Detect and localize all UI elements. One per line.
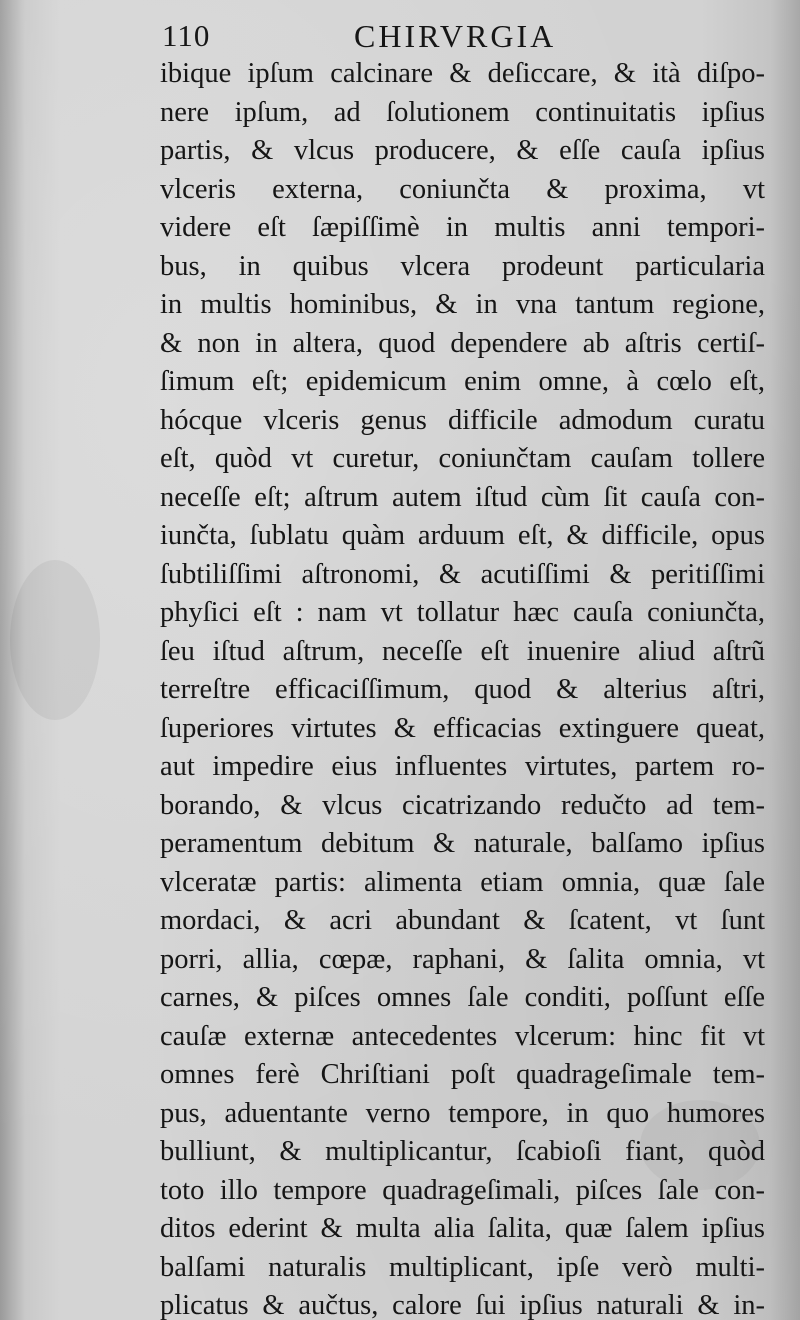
text-line: aut impedire eius influentes virtutes, partem ro- <box>160 751 765 782</box>
text-line: iunčta, ſublatu quàm arduum eſt, & difficile, opus <box>160 520 765 551</box>
text-line: phyſici eſt : nam vt tollatur hæc cauſa coniunčta, <box>160 597 765 628</box>
text-line: videre eſt ſæpiſſimè in multis anni tempori- <box>160 212 765 243</box>
text-line: ſuperiores virtutes & efficacias extinguere queat, <box>160 712 765 744</box>
text-line: neceſſe eſt; aſtrum autem iſtud cùm ſit cauſa con- <box>160 481 765 513</box>
text-line: plicatus & aučtus, calore ſui ipſius naturali & in- <box>160 1290 765 1320</box>
text-line: nere ipſum, ad ſolutionem continuitatis ipſius <box>160 96 765 128</box>
text-line: vlceris externa, coniunčta & proxima, vt <box>160 173 765 205</box>
text-line: ditos ederint & multa alia ſalita, quæ ſalem ipſius <box>160 1213 765 1244</box>
text-line: partis, & vlcus producere, & eſſe cauſa ipſius <box>160 135 765 166</box>
paper-stain <box>10 560 100 720</box>
text-line: ſubtiliſſimi aſtronomi, & acutiſſimi & peritiſſimi <box>160 558 765 590</box>
text-line: bus, in quibus vlcera prodeunt particularia <box>160 250 765 282</box>
text-line: peramentum debitum & naturale, balſamo ipſius <box>160 828 765 859</box>
text-line: in multis hominibus, & in vna tantum regione, <box>160 289 765 320</box>
text-line: toto illo tempore quadrageſimali, piſces ſale con- <box>160 1174 765 1206</box>
text-line: eſt, quòd vt curetur, coniunčtam cauſam tollere <box>160 443 765 474</box>
text-line: & non in altera, quod dependere ab aſtris certiſ- <box>160 327 765 359</box>
body-text <box>160 55 765 1320</box>
text-line: omnes ferè Chriſtiani poſt quadrageſimale tem- <box>160 1059 765 1090</box>
text-line: mordaci, & acri abundant & ſcatent, vt ſunt <box>160 905 765 936</box>
text-line: borando, & vlcus cicatrizando redučto ad tem- <box>160 789 765 821</box>
text-line: balſami naturalis multiplicant, ipſe verò multi- <box>160 1251 765 1283</box>
text-line: ibique ipſum calcinare & deſiccare, & ità diſpo- <box>160 58 765 89</box>
text-line: ſimum eſt; epidemicum enim omne, à cœlo eſt, <box>160 366 765 397</box>
text-line: pus, aduentante verno tempore, in quo humores <box>160 1097 765 1129</box>
text-line: bulliunt, & multiplicantur, ſcabioſi fiant, quòd <box>160 1136 765 1167</box>
text-line: terreſtre efficaciſſimum, quod & alterius aſtri, <box>160 674 765 705</box>
text-line: porri, allia, cœpæ, raphani, & ſalita omnia, vt <box>160 943 765 975</box>
text-line: carnes, & piſces omnes ſale conditi, poſſunt eſſe <box>160 982 765 1013</box>
page-header <box>162 14 762 58</box>
page-number: 110 <box>162 18 211 53</box>
text-line: hócque vlceris genus difficile admodum curatu <box>160 404 765 436</box>
text-line: ſeu iſtud aſtrum, neceſſe eſt inuenire aliud aſtrũ <box>160 635 765 667</box>
text-line: vlceratæ partis: alimenta etiam omnia, quæ ſale <box>160 866 765 898</box>
running-head: CHIRVRGIA <box>354 18 557 54</box>
text-line: cauſæ externæ antecedentes vlcerum: hinc fit vt <box>160 1020 765 1052</box>
